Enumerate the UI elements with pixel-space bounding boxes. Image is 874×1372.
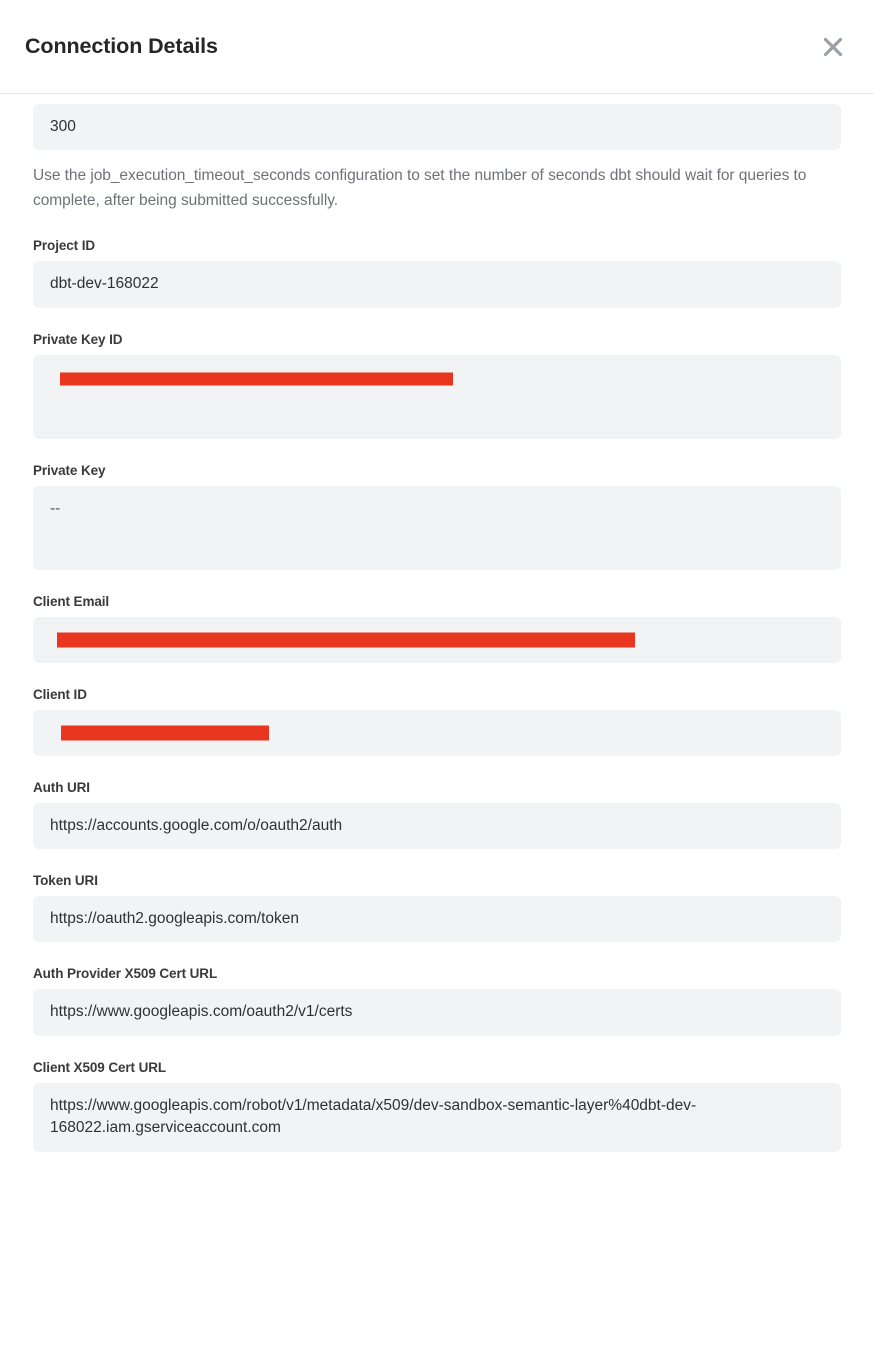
client-id-label: Client ID [33, 686, 87, 702]
client-id-input[interactable] [33, 710, 841, 756]
modal-body[interactable] [0, 94, 874, 1372]
project-id-input[interactable] [33, 261, 841, 307]
field-client-email [33, 594, 841, 663]
field-job-execution-timeout-seconds [33, 104, 841, 214]
private-key-id-label: Private Key ID [33, 331, 123, 347]
project-id-value: dbt-dev-168022 [50, 275, 159, 293]
auth-uri-input[interactable] [33, 803, 841, 849]
private-key-input[interactable] [33, 486, 841, 570]
token-uri-value: https://oauth2.googleapis.com/token [50, 910, 300, 927]
field-project-id [33, 238, 841, 307]
field-private-key-id [33, 332, 841, 439]
field-client-x509-cert-url [33, 1060, 841, 1152]
auth-provider-x509-cert-url-value: https://www.googleapis.com/oauth2/v1/certs [50, 1003, 353, 1021]
project-id-label: Project ID [33, 238, 96, 254]
token-uri-label: Token URI [33, 873, 98, 888]
client-x509-cert-url-input[interactable] [33, 1083, 841, 1152]
private-key-label: Private Key [33, 462, 106, 478]
field-private-key [33, 463, 841, 570]
client-x509-cert-url-label: Client X509 Cert URL [33, 1059, 167, 1075]
client-email-label: Client Email [33, 593, 110, 609]
field-auth-uri [33, 780, 841, 849]
auth-uri-label: Auth URI [33, 779, 90, 795]
field-token-uri [33, 873, 841, 942]
field-client-id [33, 687, 841, 756]
redaction-bar [57, 632, 635, 647]
field-auth-provider-x509-cert-url [33, 966, 841, 1035]
redaction-bar [60, 372, 453, 385]
auth-uri-value: https://accounts.google.com/o/oauth2/auth [50, 816, 343, 834]
job-execution-timeout-seconds-value: 300 [50, 118, 76, 135]
client-x509-cert-url-value: https://www.googleapis.com/robot/v1/metadata/x509/dev-sandbox-semantic-layer%40dbt-dev-168022.iam.gserviceaccount.com [50, 1096, 697, 1137]
private-key-value: -- [50, 499, 61, 517]
job-execution-timeout-seconds-input[interactable] [33, 104, 841, 150]
job-execution-timeout-seconds-help: Use the job_execution_timeout_seconds configuration to set the number of seconds dbt should wait for queries to complete, after being submitted successfully. [33, 167, 807, 210]
auth-provider-x509-cert-url-input[interactable] [33, 989, 841, 1035]
auth-provider-x509-cert-url-label: Auth Provider X509 Cert URL [33, 966, 218, 982]
close-icon[interactable] [816, 30, 850, 64]
private-key-id-input[interactable] [33, 355, 841, 439]
page-title: Connection Details [25, 34, 218, 58]
client-email-input[interactable] [33, 617, 841, 663]
token-uri-input[interactable] [33, 896, 841, 942]
modal-header [0, 0, 874, 94]
redaction-bar [61, 725, 269, 740]
